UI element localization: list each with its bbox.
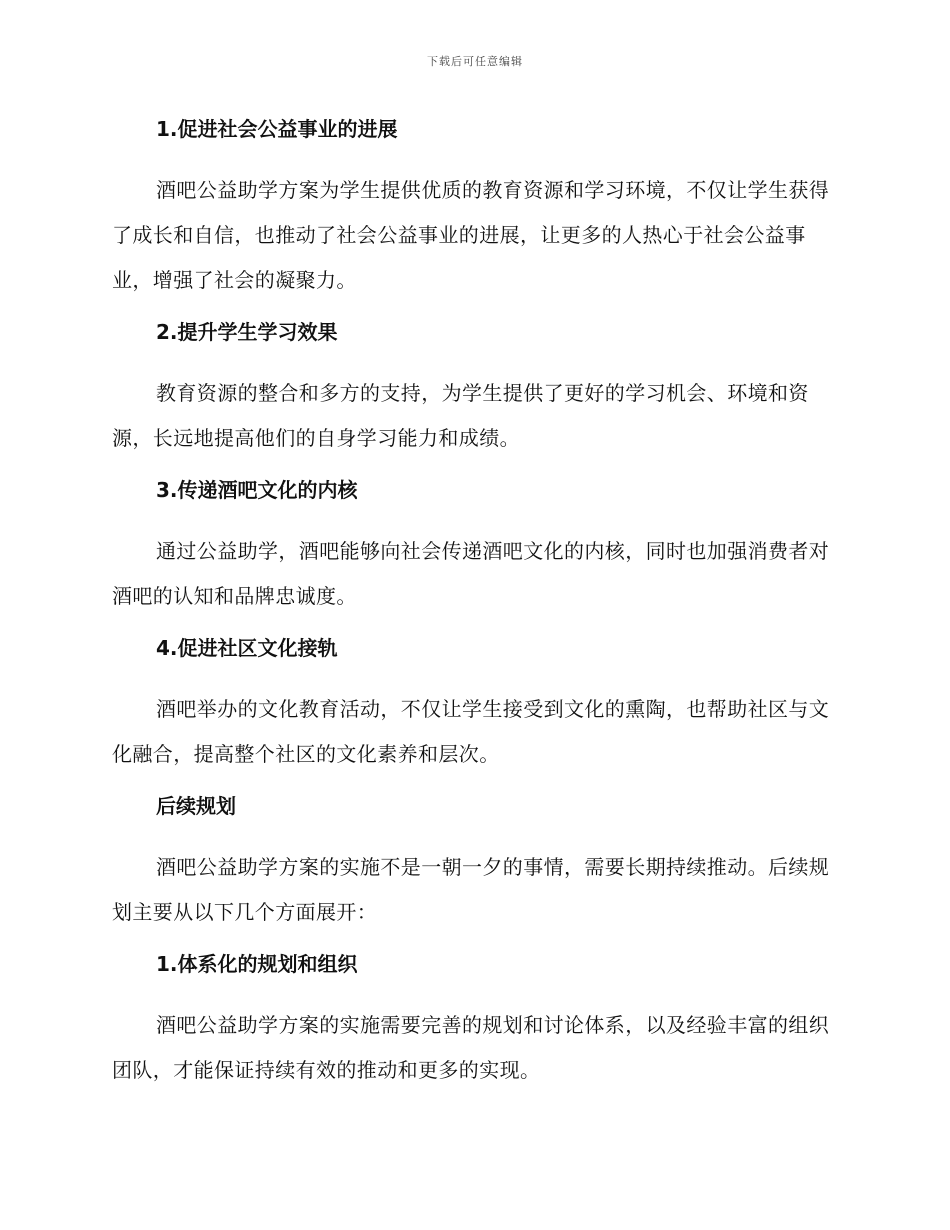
header-note: 下载后可任意编辑 bbox=[427, 55, 523, 68]
section-heading: 2.提升学生学习效果 bbox=[156, 320, 338, 344]
section-paragraph: 酒吧公益助学方案的实施不是一朝一夕的事情，需要长期持续推动。后续规划主要从以下几个方面展开： bbox=[112, 855, 830, 924]
section-paragraph: 教育资源的整合和多方的支持，为学生提供了更好的学习机会、环境和资源，长远地提高他们的自身学习能力和成绩。 bbox=[112, 381, 809, 450]
section-paragraph: 通过公益助学，酒吧能够向社会传递酒吧文化的内核，同时也加强消费者对酒吧的认知和品牌忠诚度。 bbox=[112, 539, 830, 608]
section-heading: 1.体系化的规划和组织 bbox=[156, 952, 358, 976]
section-paragraph: 酒吧公益助学方案为学生提供优质的教育资源和学习环境，不仅让学生获得了成长和自信，也推动了社会公益事业的进展，让更多的人热心于社会公益事业，增强了社会的凝聚力。 bbox=[112, 178, 830, 292]
section-paragraph: 酒吧举办的文化教育活动，不仅让学生接受到文化的熏陶，也帮助社区与文化融合，提高整个社区的文化素养和层次。 bbox=[112, 697, 830, 766]
section-heading: 4.促进社区文化接轨 bbox=[156, 636, 338, 660]
section-heading: 3.传递酒吧文化的内核 bbox=[156, 478, 358, 502]
section-heading: 后续规划 bbox=[156, 794, 236, 818]
document-body bbox=[112, 112, 832, 1105]
section-heading: 1.促进社会公益事业的进展 bbox=[156, 117, 398, 141]
section-paragraph: 酒吧公益助学方案的实施需要完善的规划和讨论体系，以及经验丰富的组织团队，才能保证持续有效的推动和更多的实现。 bbox=[112, 1013, 830, 1082]
